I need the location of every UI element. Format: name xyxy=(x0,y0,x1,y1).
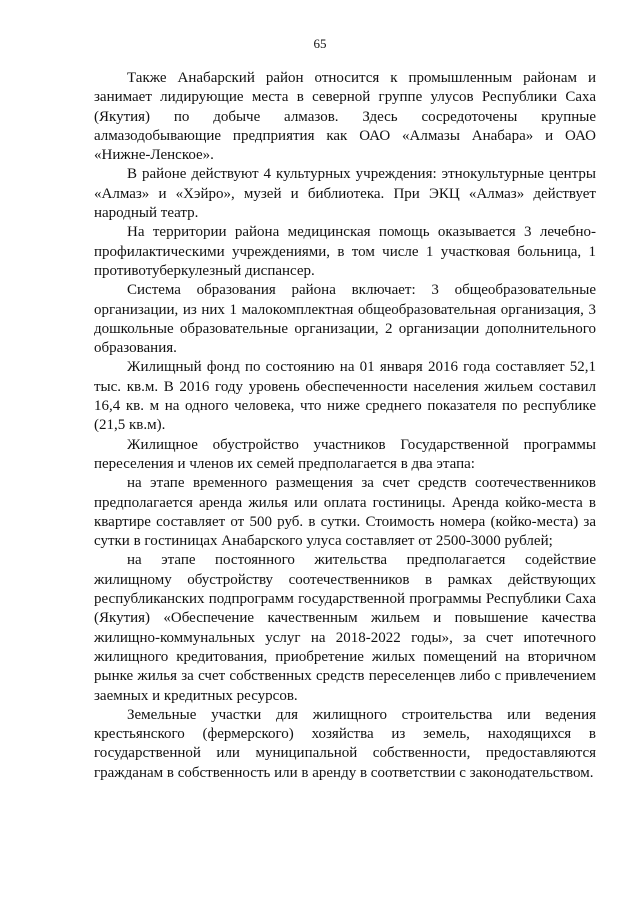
paragraph-housing-stages: Жилищное обустройство участников Государственной программы переселения и членов их семей предполагается в два этапа: xyxy=(94,436,596,472)
paragraph-housing-stock: Жилищный фонд по состоянию на 01 января 2016 года составляет 52,1 тыс. кв.м. В 2016 году уровень обеспеченности населения жильем составил 16,4 кв. м на одного человека, что ниже среднего показателя по республике (21,5 кв.м). xyxy=(94,359,596,434)
paragraph-temporary-stage: на этапе временного размещения за счет средств соотечественников предполагается аренда жилья или оплата гостиницы. Аренда койко-места в квартире составляет от 500 руб. в сутки. Стоимость номера (койко-места) за сутки в гостиницах Анабарского улуса составляет от 2500-3000 рублей; xyxy=(94,475,596,550)
paragraph-education: Система образования района включает: 3 общеобразовательные организации, из них 1 малокомплектная общеобразовательная организация, 3 дошкольные образовательные организации, 2 организации дополнительного образования. xyxy=(94,282,596,357)
paragraph-industry: Также Анабарский район относится к промышленным районам и занимает лидирующие места в северной группе улусов Республики Саха (Якутия) по добыче алмазов. Здесь сосредоточены крупные алмазодобывающие предприятия как ОАО «Алмазы Анабара» и ОАО «Нижне-Ленское». xyxy=(94,70,596,164)
page-number: 65 xyxy=(313,36,327,51)
document-body xyxy=(94,69,596,783)
paragraph-permanent-stage: на этапе постоянного жительства предполагается содействие жилищному обустройству соотечественников в рамках действующих республиканских подпрограмм государственной программы Республики Саха (Якутия) «Обеспечение качественным жильем и повышение качества жилищно-коммунальных услуг на 2018-2022 годы», за счет ипотечного жилищного кредитования, приобретение жилых помещений на вторичном рынке жилья за счет собственных средств переселенцев либо с привлечением заемных и кредитных ресурсов. xyxy=(94,552,596,704)
paragraph-culture: В районе действуют 4 культурных учреждения: этнокультурные центры «Алмаз» и «Хэйро», музей и библиотека. При ЭКЦ «Алмаз» действует народный театр. xyxy=(94,166,596,222)
paragraph-land-plots: Земельные участки для жилищного строительства или ведения крестьянского (фермерского) хозяйства из земель, находящихся в государственной или муниципальной собственности, предоставляются гражданам в собственность или в аренду в соответствии с законодательством. xyxy=(94,706,596,781)
paragraph-medicine: На территории района медицинская помощь оказывается 3 лечебно-профилактическими учреждениями, в том числе 1 участковая больница, 1 противотуберкулезный диспансер. xyxy=(94,224,596,279)
